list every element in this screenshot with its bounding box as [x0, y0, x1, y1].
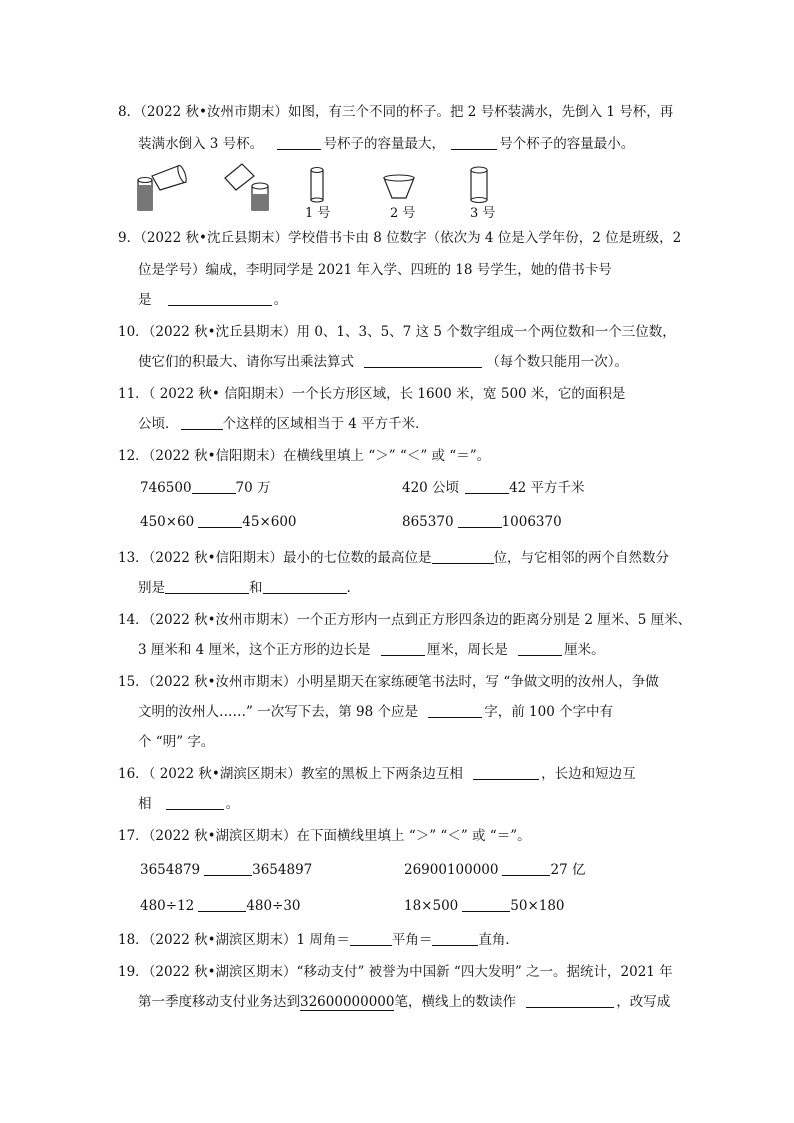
- q12-value: 42 平方千米: [509, 480, 585, 496]
- q9-text: 是: [138, 292, 152, 308]
- q17-value: 26900100000: [404, 862, 499, 878]
- answer-blank[interactable]: [198, 513, 242, 528]
- q12-item-4: [402, 512, 562, 532]
- q15-line2: [138, 702, 613, 722]
- q12-value: 420 公顷: [402, 480, 460, 496]
- cup-label-1: 1 号: [305, 206, 331, 221]
- q16-text: ，长边和短边互: [541, 766, 636, 782]
- q14-text: 厘米，周长是: [426, 642, 508, 658]
- answer-blank[interactable]: [502, 861, 550, 876]
- answer-blank[interactable]: [432, 549, 494, 564]
- cup-2: [384, 175, 414, 198]
- q19-line2: [138, 992, 670, 1012]
- q14-text: 3 厘米和 4 厘米，这个正方形的边长是: [138, 642, 371, 658]
- answer-blank[interactable]: [165, 579, 249, 594]
- q12-item-2: [402, 478, 585, 498]
- q18-text: 平角＝: [391, 932, 433, 948]
- q10-text: 使它们的积最大、请你写出乘法算式: [138, 354, 354, 370]
- answer-blank[interactable]: [181, 415, 223, 430]
- answer-blank[interactable]: [381, 641, 425, 656]
- q15-text: 字，前 100 个字中有: [484, 704, 614, 720]
- q18-text: 直角．: [478, 932, 519, 948]
- q10-text: （每个数只能用一次）。: [486, 354, 629, 370]
- q12-value: 450×60: [140, 514, 195, 530]
- pouring-cup-2: [225, 164, 268, 210]
- q12-item-1: [140, 478, 271, 498]
- cup-3: [471, 167, 487, 203]
- q12-value: 746500: [140, 480, 192, 496]
- q11-line2: [138, 414, 429, 434]
- q12-value: 865370: [402, 514, 454, 530]
- q12-value: 1006370: [501, 514, 562, 530]
- q16-text: 。: [225, 796, 240, 812]
- q17-value: 3654879: [140, 862, 201, 878]
- q19-text: ，改写成: [616, 994, 671, 1010]
- q19-text: 笔，横线上的数读作: [394, 994, 516, 1010]
- q13-line1: [118, 548, 669, 568]
- q13-text: .: [346, 580, 351, 596]
- q17-line1: 17．（2022 秋•湖滨区期末）在下面横线里填上 “＞” “＜” 或 “＝”。: [118, 828, 531, 844]
- pouring-cup-1: [138, 165, 188, 210]
- q14-line2: [138, 640, 605, 660]
- q16-text: 相: [138, 796, 152, 812]
- answer-blank[interactable]: [473, 765, 539, 780]
- q8-line1: 8．（2022 秋•汝州市期末）如图，有三个不同的杯子。把 2 号杯装满水，先倒入 1 号杯，再: [118, 104, 674, 120]
- answer-blank[interactable]: [277, 135, 321, 150]
- q17-value: 50×180: [510, 898, 565, 914]
- cup-1: [311, 168, 323, 203]
- answer-blank[interactable]: [518, 641, 562, 656]
- q10-line2: [138, 352, 628, 372]
- q9-line2: 位是学号）编成，李明同学是 2021 年入学、四班的 18 号学生，她的借书卡号: [138, 262, 612, 278]
- answer-blank[interactable]: [166, 795, 224, 810]
- underlined-number: 32600000000: [300, 994, 395, 1010]
- q17-item-4: [404, 896, 565, 916]
- q13-text: 13．（2022 秋•信阳期末）最小的七位数的最高位是: [118, 550, 432, 566]
- q11-text: 公顷．: [138, 416, 179, 432]
- q17-item-2: [404, 860, 585, 880]
- q17-item-1: [140, 860, 312, 880]
- q14-line1: 14．（2022 秋•汝州市期末）一个正方形内一点到正方形四条边的距离分别是 2 厘米、5 厘米、: [118, 612, 692, 628]
- answer-blank[interactable]: [462, 897, 510, 912]
- q18-text: 18．（2022 秋•湖滨区期末）1 周角＝: [118, 932, 350, 948]
- cup-label-3: 3 号: [470, 206, 496, 221]
- q17-item-3: [140, 896, 301, 916]
- answer-blank[interactable]: [428, 703, 482, 718]
- q8-text: 号杯子的容量最大，: [323, 136, 445, 152]
- answer-blank[interactable]: [263, 579, 347, 594]
- q13-text: 别是: [138, 580, 165, 596]
- q17-value: 3654897: [252, 862, 313, 878]
- answer-blank[interactable]: [198, 897, 246, 912]
- q13-text: 和: [249, 580, 263, 596]
- answer-blank[interactable]: [465, 479, 509, 494]
- q19-text: 第一季度移动支付业务达到: [138, 994, 300, 1010]
- q13-line2: [138, 578, 351, 598]
- q17-value: 480÷12: [140, 898, 195, 914]
- answer-blank[interactable]: [432, 931, 478, 946]
- q18-line1: [118, 930, 519, 950]
- answer-blank[interactable]: [204, 861, 252, 876]
- answer-blank[interactable]: [458, 513, 502, 528]
- q12-item-3: [140, 512, 297, 532]
- q8-text: 装满水倒入 3 号杯。: [138, 136, 264, 152]
- q9-line1: 9．（2022 秋•沈丘县期末）学校借书卡由 8 位数字（依次为 4 位是入学年份，2 位是班级，2: [118, 230, 682, 246]
- q9-line3: [138, 290, 287, 310]
- q8-text: 号个杯子的容量最小。: [499, 136, 635, 152]
- q12-value: 45×600: [242, 514, 297, 530]
- answer-blank[interactable]: [451, 135, 497, 150]
- q17-value: 27 亿: [550, 862, 586, 878]
- q8-line2: [138, 134, 634, 154]
- q10-line1: 10．（2022 秋•沈丘县期末）用 0、1、3、5、7 这 5 个数字组成一个两位数和一个三位数，: [118, 324, 676, 340]
- answer-blank[interactable]: [526, 993, 614, 1008]
- q16-line2: [138, 794, 239, 814]
- q17-value: 18×500: [404, 898, 459, 914]
- q16-line1: [118, 764, 636, 784]
- answer-blank[interactable]: [350, 931, 392, 946]
- answer-blank[interactable]: [168, 291, 272, 306]
- answer-blank[interactable]: [364, 353, 482, 368]
- q15-line3: 个 “明” 字。: [138, 734, 215, 750]
- q19-line1: 19．（2022 秋•湖滨区期末）“移动支付” 被誉为中国新 “四大发明” 之一。据统计，2021 年: [118, 964, 673, 980]
- answer-blank[interactable]: [192, 479, 236, 494]
- q14-text: 厘米。: [564, 642, 605, 658]
- q11-text: 个这样的区域相当于 4 平方千米．: [222, 416, 429, 432]
- q15-text: 文明的汝州人……” 一次写下去，第 98 个应是: [138, 704, 418, 720]
- q12-value: 70 万: [235, 480, 271, 496]
- cup-label-2: 2 号: [390, 206, 416, 221]
- q9-text: 。: [273, 292, 288, 308]
- q12-line1: 12．（2022 秋•信阳期末）在横线里填上 “＞” “＜” 或 “＝”。: [118, 448, 491, 464]
- q13-text: 位，与它相邻的两个自然数分: [493, 550, 670, 566]
- q11-line1: 11．（ 2022 秋• 信阳期末）一个长方形区域，长 1600 米，宽 500 米，它的面积是: [118, 386, 626, 402]
- q16-text: 16．（ 2022 秋•湖滨区期末）教室的黑板上下两条边互相: [118, 766, 463, 782]
- q15-line1: 15．（2022 秋•汝州市期末）小明星期天在家练硬笔书法时，写 “争做文明的汝州人，争做: [118, 674, 659, 690]
- q17-value: 480÷30: [246, 898, 301, 914]
